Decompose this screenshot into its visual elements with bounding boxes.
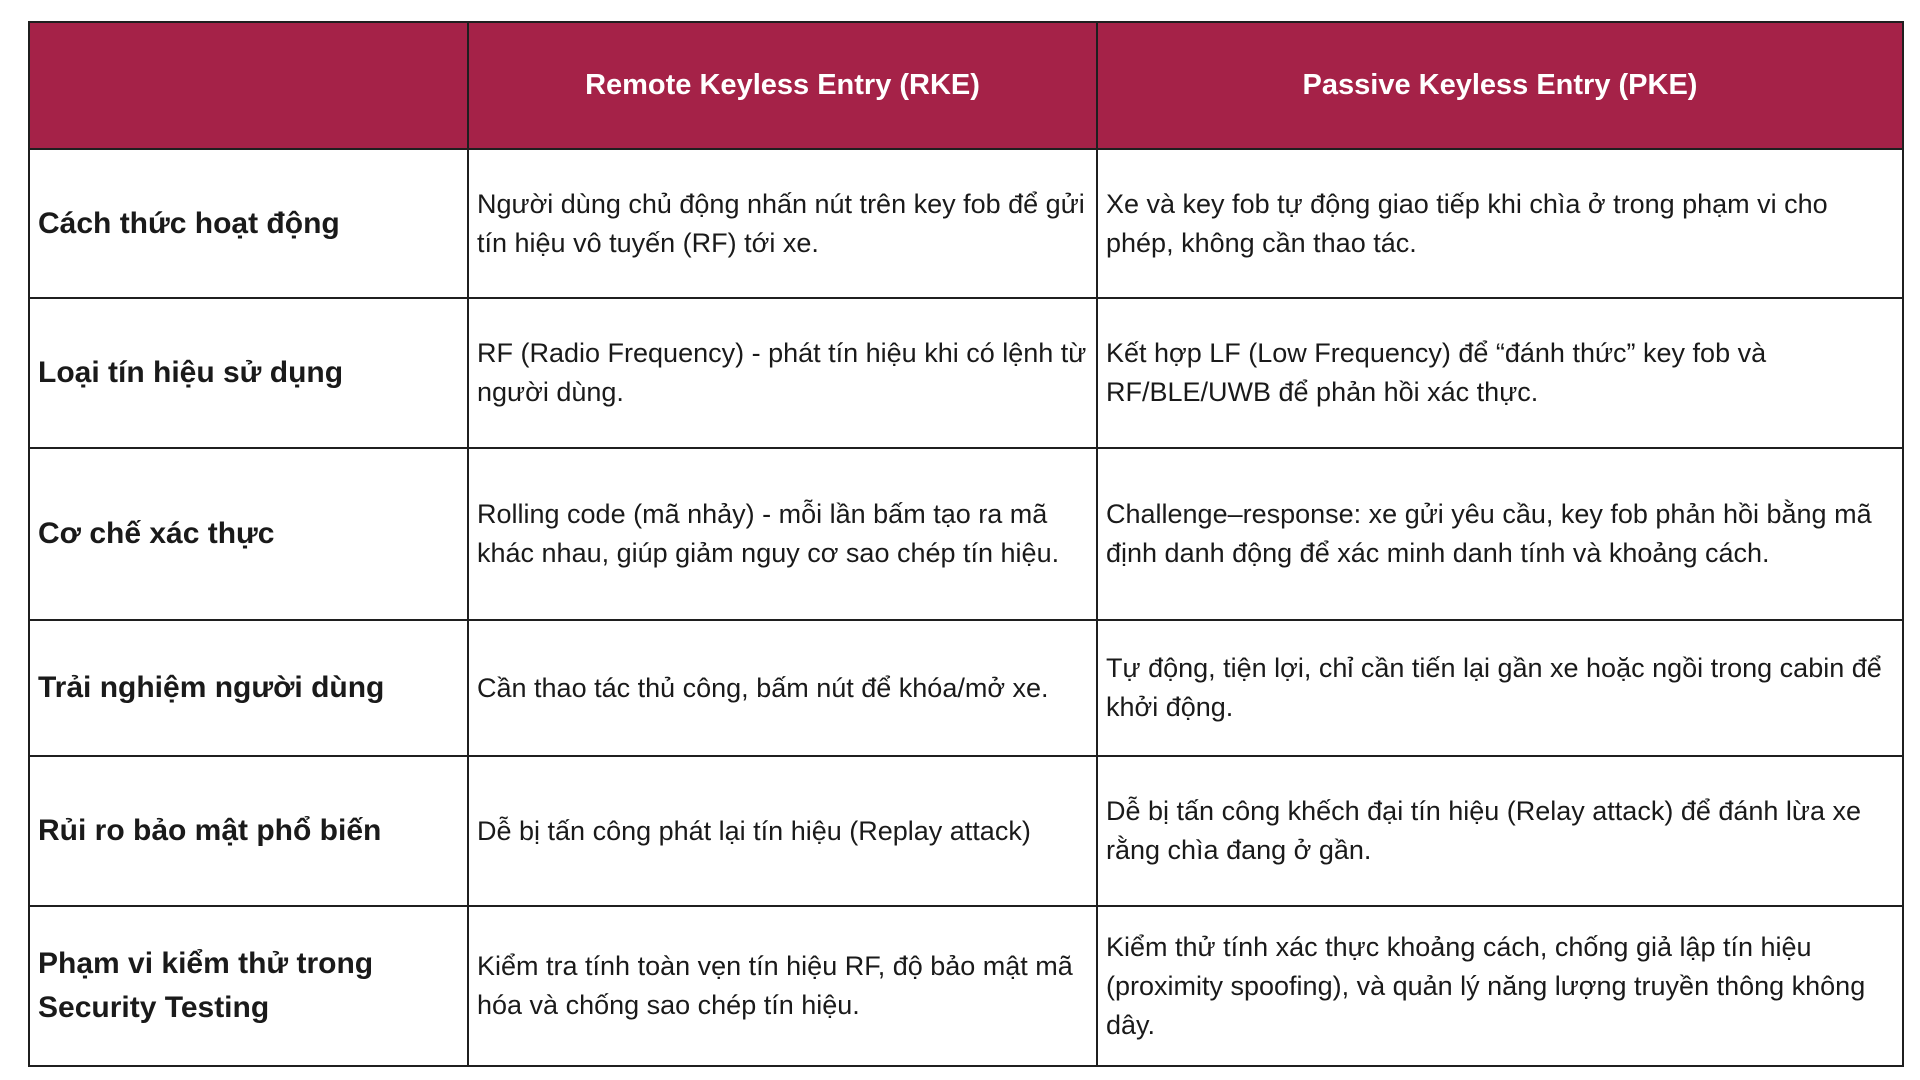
rke-cell: Kiểm tra tính toàn vẹn tín hiệu RF, độ bảo mật mã hóa và chống sao chép tín hiệu. — [468, 906, 1097, 1066]
rke-pke-comparison-table — [28, 21, 1904, 1067]
row-label: Cơ chế xác thực — [29, 448, 468, 620]
pke-cell: Kết hợp LF (Low Frequency) để “đánh thức” key fob và RF/BLE/UWB để phản hồi xác thực. — [1097, 298, 1903, 448]
pke-cell: Kiểm thử tính xác thực khoảng cách, chống giả lập tín hiệu (proximity spoofing), và quản lý năng lượng truyền thông không dây. — [1097, 906, 1903, 1066]
comparison-table-container — [28, 21, 1902, 1067]
rke-cell: Người dùng chủ động nhấn nút trên key fob để gửi tín hiệu vô tuyến (RF) tới xe. — [468, 149, 1097, 298]
pke-cell: Challenge–response: xe gửi yêu cầu, key fob phản hồi bằng mã định danh động để xác minh danh tính và khoảng cách. — [1097, 448, 1903, 620]
table-row — [29, 298, 1903, 448]
rke-cell: Rolling code (mã nhảy) - mỗi lần bấm tạo ra mã khác nhau, giúp giảm nguy cơ sao chép tín hiệu. — [468, 448, 1097, 620]
row-label: Cách thức hoạt động — [29, 149, 468, 298]
pke-cell: Dễ bị tấn công khếch đại tín hiệu (Relay attack) để đánh lừa xe rằng chìa đang ở gần. — [1097, 756, 1903, 906]
pke-cell: Tự động, tiện lợi, chỉ cần tiến lại gần xe hoặc ngồi trong cabin để khởi động. — [1097, 620, 1903, 756]
table-row — [29, 448, 1903, 620]
table-row — [29, 906, 1903, 1066]
header-pke: Passive Keyless Entry (PKE) — [1097, 22, 1903, 149]
row-label: Trải nghiệm người dùng — [29, 620, 468, 756]
header-rke: Remote Keyless Entry (RKE) — [468, 22, 1097, 149]
row-label: Rủi ro bảo mật phổ biến — [29, 756, 468, 906]
pke-cell: Xe và key fob tự động giao tiếp khi chìa ở trong phạm vi cho phép, không cần thao tác. — [1097, 149, 1903, 298]
rke-cell: Dễ bị tấn công phát lại tín hiệu (Replay attack) — [468, 756, 1097, 906]
table-row — [29, 620, 1903, 756]
rke-cell: Cần thao tác thủ công, bấm nút để khóa/mở xe. — [468, 620, 1097, 756]
table-row — [29, 149, 1903, 298]
header-corner-cell — [29, 22, 468, 149]
table-row — [29, 756, 1903, 906]
table-header-row — [29, 22, 1903, 149]
row-label: Loại tín hiệu sử dụng — [29, 298, 468, 448]
row-label: Phạm vi kiểm thử trong Security Testing — [29, 906, 468, 1066]
rke-cell: RF (Radio Frequency) - phát tín hiệu khi có lệnh từ người dùng. — [468, 298, 1097, 448]
